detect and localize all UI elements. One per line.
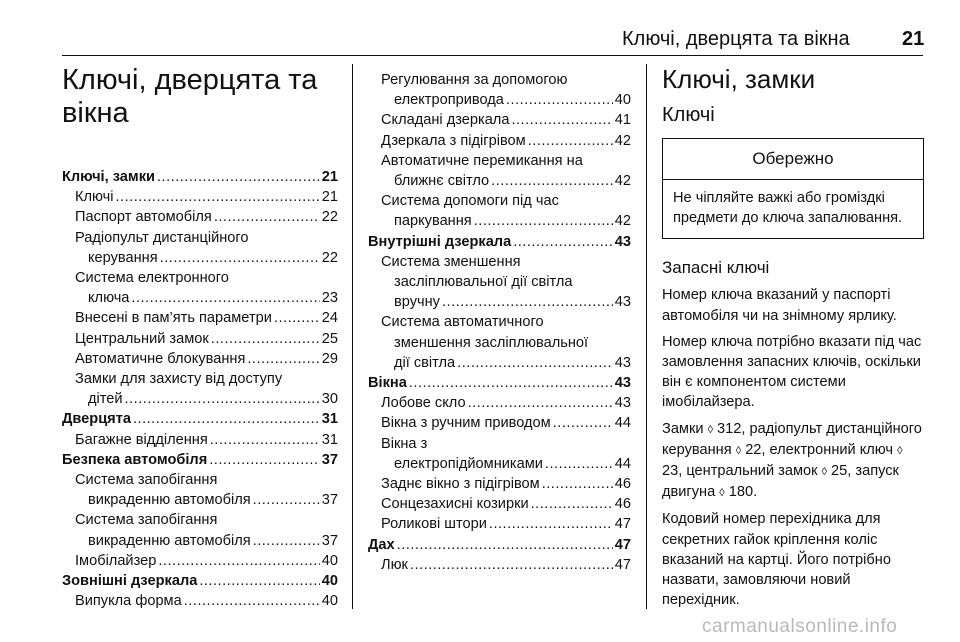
toc-entry-label: електропривода bbox=[394, 92, 504, 109]
paragraph-key-number: Номер ключа вказаний у паспорті автомобіля чи на знімному ярлику. bbox=[662, 287, 897, 324]
toc-column-1 bbox=[62, 64, 338, 611]
toc-entry-label: Внесені в пам’ять параметри bbox=[75, 310, 272, 327]
toc-entry[interactable] bbox=[368, 211, 631, 231]
toc-entry bbox=[368, 70, 631, 90]
toc-dot-leader bbox=[157, 167, 320, 187]
page-number: 21 bbox=[902, 28, 925, 50]
toc-page-number: 40 bbox=[614, 92, 631, 109]
toc-entry bbox=[368, 333, 631, 353]
toc-entry-label: Автоматичне блокування bbox=[75, 350, 246, 367]
toc-page-number: 43 bbox=[614, 233, 631, 250]
toc-entry[interactable] bbox=[62, 248, 338, 268]
toc-page-number: 47 bbox=[614, 556, 631, 573]
toc-entry bbox=[368, 434, 631, 454]
chapter-title bbox=[62, 64, 338, 130]
page-header-title: Ключі, дверцята та вікна bbox=[622, 28, 850, 50]
toc-dot-leader bbox=[210, 430, 320, 450]
toc-entry-label: Ключі, замки bbox=[62, 169, 155, 185]
toc-entry-label: Імобілайзер bbox=[75, 552, 157, 569]
toc-entry-label: Дах bbox=[368, 536, 395, 553]
toc-entry-label: паркування bbox=[394, 213, 472, 230]
toc-page-number: 23 bbox=[321, 290, 338, 307]
section-heading: Ключі, замки bbox=[662, 64, 816, 94]
toc-dot-leader bbox=[409, 373, 613, 393]
toc-entry[interactable] bbox=[368, 90, 631, 110]
toc-page-number: 40 bbox=[321, 593, 338, 610]
arrow-ref-icon[interactable]: ◊ bbox=[897, 444, 903, 457]
toc-dot-leader bbox=[511, 110, 612, 130]
toc-entry-label: Центральний замок bbox=[75, 330, 209, 347]
toc-entry-label: Безпека автомобіля bbox=[62, 451, 208, 468]
toc-dot-leader bbox=[125, 389, 320, 409]
toc-column-2 bbox=[368, 64, 631, 575]
toc-entry[interactable] bbox=[368, 454, 631, 474]
column-divider-2 bbox=[646, 64, 647, 609]
toc-entry-label: Система запобігання bbox=[75, 472, 218, 489]
toc-entry[interactable] bbox=[368, 393, 631, 413]
toc-page-number: 43 bbox=[614, 354, 631, 371]
toc-page-number: 37 bbox=[321, 492, 338, 509]
toc-entry[interactable] bbox=[368, 494, 631, 514]
toc-entry-label: Автоматичне перемикання на bbox=[381, 152, 583, 169]
toc-entry-label: зменшення засліплювальної bbox=[394, 334, 589, 351]
toc-section-entry[interactable] bbox=[368, 535, 631, 555]
toc-entry-label: дітей bbox=[88, 391, 123, 408]
toc-page-number: 46 bbox=[614, 476, 631, 493]
toc-section-entry[interactable] bbox=[368, 232, 631, 252]
ref-text-b: 312, радіопульт дистанційного керування bbox=[662, 420, 922, 458]
toc-entry[interactable] bbox=[368, 353, 631, 373]
toc-entry-label: Дверцята bbox=[62, 411, 131, 428]
ref-text-f: 180. bbox=[724, 484, 758, 501]
toc-entry-label: Вікна з bbox=[381, 435, 428, 452]
toc-page-number: 25 bbox=[321, 330, 338, 347]
toc-dot-leader bbox=[506, 90, 613, 110]
paragraph-order-keys: Номер ключа потрібно вказати під час замовлення запасних ключів, оскільки він є компонентом системи імобілайзера. bbox=[662, 333, 922, 411]
toc-entry-label: Регулювання за допомогою bbox=[381, 72, 568, 88]
toc-dot-leader bbox=[545, 454, 613, 474]
toc-page-number: 21 bbox=[321, 189, 338, 206]
spare-keys-heading: Запасні ключі bbox=[662, 258, 770, 278]
toc-entry-label: Вікна з ручним приводом bbox=[381, 415, 551, 432]
toc-entry-label: Вікна bbox=[368, 375, 407, 392]
toc-entry-label: Радіопульт дистанційного bbox=[75, 229, 249, 246]
toc-entry[interactable] bbox=[62, 308, 338, 328]
toc-entry[interactable] bbox=[62, 591, 338, 611]
toc-entry-label: Лобове скло bbox=[381, 395, 466, 412]
toc-entry-label: Заднє вікно з підігрівом bbox=[381, 476, 540, 493]
toc-entry[interactable] bbox=[368, 413, 631, 433]
toc-entry bbox=[62, 268, 338, 288]
toc-entry[interactable] bbox=[62, 207, 338, 227]
toc-section-entry[interactable] bbox=[62, 450, 338, 470]
toc-entry bbox=[368, 252, 631, 272]
toc-page-number: 40 bbox=[321, 573, 338, 590]
toc-entry-label: викраденню автомобіля bbox=[88, 492, 251, 509]
toc-dot-leader bbox=[184, 591, 320, 611]
toc-entry bbox=[368, 191, 631, 211]
toc-dot-leader bbox=[491, 171, 613, 191]
toc-entry-label: засліплювальної дії світла bbox=[394, 274, 573, 291]
toc-entry-label: Система зменшення bbox=[381, 253, 521, 270]
toc-entry-label: ключа bbox=[88, 290, 130, 307]
arrow-ref-icon[interactable]: ◊ bbox=[735, 444, 742, 457]
toc-dot-leader bbox=[528, 131, 613, 151]
toc-dot-leader bbox=[531, 494, 613, 514]
toc-entry[interactable] bbox=[62, 430, 338, 450]
toc-section-entry[interactable] bbox=[62, 571, 338, 591]
toc-entry-label: керування bbox=[88, 249, 158, 266]
toc-entry-label: Паспорт автомобіля bbox=[75, 209, 212, 226]
arrow-ref-icon[interactable]: ◊ bbox=[719, 487, 725, 500]
toc-dot-leader bbox=[160, 248, 320, 268]
toc-page-number: 47 bbox=[614, 516, 631, 533]
toc-page-number: 24 bbox=[321, 310, 338, 327]
toc-entry bbox=[368, 151, 631, 171]
toc-dot-leader bbox=[199, 571, 319, 591]
header-rule bbox=[62, 55, 923, 56]
toc-section-entry[interactable] bbox=[368, 373, 631, 393]
toc-entry bbox=[368, 312, 631, 332]
toc-entry[interactable] bbox=[368, 555, 631, 575]
toc-entry[interactable] bbox=[62, 551, 338, 571]
toc-entry-label: викраденню автомобіля bbox=[88, 532, 251, 549]
ref-text-e: 25, запуск двигуна bbox=[662, 463, 899, 501]
caution-box bbox=[662, 138, 924, 239]
toc-entry[interactable] bbox=[368, 292, 631, 312]
caution-title: Обережно bbox=[663, 139, 923, 180]
toc-page-number: 30 bbox=[321, 391, 338, 408]
toc-dot-leader bbox=[489, 514, 613, 534]
toc-dot-leader bbox=[116, 187, 320, 207]
toc-dot-leader bbox=[542, 474, 613, 494]
toc-entry[interactable] bbox=[368, 171, 631, 191]
toc-page-number: 42 bbox=[614, 132, 631, 149]
arrow-ref-icon[interactable]: ◊ bbox=[821, 466, 827, 479]
toc-section-entry[interactable] bbox=[62, 409, 338, 429]
toc-page-number: 43 bbox=[614, 395, 631, 412]
toc-dot-leader bbox=[442, 292, 613, 312]
column-divider-1 bbox=[352, 64, 353, 609]
toc-dot-leader bbox=[209, 450, 320, 470]
toc-entry[interactable] bbox=[62, 389, 338, 409]
arrow-ref-icon[interactable]: ◊ bbox=[707, 423, 713, 436]
toc-page-number: 43 bbox=[614, 375, 631, 392]
toc-entry-label: Багажне відділення bbox=[75, 431, 208, 448]
toc-entry bbox=[62, 369, 338, 389]
toc-dot-leader bbox=[397, 535, 613, 555]
toc-entry-label: Зовнішні дзеркала bbox=[62, 573, 198, 590]
toc-page-number: 41 bbox=[614, 112, 631, 129]
toc-page-number: 29 bbox=[321, 350, 338, 367]
toc-entry-label: Люк bbox=[381, 556, 408, 573]
toc-dot-leader bbox=[410, 555, 613, 575]
chapter-title-line2: вікна bbox=[62, 97, 129, 129]
toc-dot-leader bbox=[553, 413, 613, 433]
toc-page-number: 37 bbox=[321, 532, 338, 549]
toc-dot-leader bbox=[133, 409, 320, 429]
ref-text-d: 23, центральний замок bbox=[662, 463, 822, 480]
toc-dot-leader bbox=[474, 211, 613, 231]
toc-page-number: 22 bbox=[321, 209, 338, 226]
paragraph-references bbox=[662, 419, 924, 504]
toc-page-number: 42 bbox=[614, 173, 631, 190]
toc-list-1 bbox=[62, 167, 338, 611]
toc-list-2 bbox=[368, 70, 631, 575]
toc-page-number: 44 bbox=[614, 415, 631, 432]
toc-entry[interactable] bbox=[62, 490, 338, 510]
toc-page-number: 47 bbox=[614, 536, 631, 553]
toc-page-number: 31 bbox=[321, 431, 338, 448]
toc-entry-label: Ключі bbox=[75, 189, 114, 206]
toc-entry-label: електропідйомниками bbox=[394, 455, 543, 472]
toc-entry-label: Система запобігання bbox=[75, 512, 218, 529]
toc-entry[interactable] bbox=[368, 514, 631, 534]
toc-dot-leader bbox=[457, 353, 613, 373]
toc-entry bbox=[62, 228, 338, 248]
toc-page-number: 44 bbox=[614, 455, 631, 472]
toc-page-number: 31 bbox=[321, 411, 338, 428]
content-column-3 bbox=[662, 64, 924, 616]
toc-page-number: 37 bbox=[321, 451, 338, 468]
toc-dot-leader bbox=[274, 308, 320, 328]
toc-section-entry[interactable] bbox=[62, 167, 338, 187]
subsection-heading: Ключі bbox=[662, 104, 715, 126]
toc-entry[interactable] bbox=[368, 110, 631, 130]
ref-text-c: 22, електронний ключ bbox=[741, 441, 898, 458]
toc-entry-label: Система автоматичного bbox=[381, 314, 544, 331]
toc-entry-label: Роликові штори bbox=[381, 516, 487, 533]
watermark: carmanualsonline.info bbox=[702, 616, 898, 637]
toc-entry bbox=[62, 510, 338, 530]
toc-entry-label: Випукла форма bbox=[75, 593, 182, 610]
toc-entry-label: ближнє світло bbox=[394, 173, 490, 190]
toc-entry-label: Внутрішні дзеркала bbox=[368, 233, 512, 250]
toc-page-number: 40 bbox=[321, 552, 338, 569]
toc-entry[interactable] bbox=[368, 131, 631, 151]
toc-entry bbox=[368, 272, 631, 292]
toc-entry-label: Сонцезахисні козирки bbox=[381, 496, 529, 513]
toc-entry bbox=[62, 470, 338, 490]
paragraph-adapter: Кодовий номер перехідника для секретних гайок кріплення коліс вказаний на картці. Його потрібно назвати, замовляючи новий перехідник. bbox=[662, 511, 891, 609]
toc-page-number: 46 bbox=[614, 496, 631, 513]
toc-entry[interactable] bbox=[62, 288, 338, 308]
toc-page-number: 21 bbox=[321, 169, 338, 185]
toc-entry[interactable] bbox=[62, 349, 338, 369]
toc-dot-leader bbox=[468, 393, 613, 413]
toc-dot-leader bbox=[513, 232, 613, 252]
toc-entry-label: Замки для захисту від доступу bbox=[75, 371, 283, 388]
toc-dot-leader bbox=[211, 329, 320, 349]
toc-entry-label: вручну bbox=[394, 294, 440, 311]
caution-text: Не чіпляйте важкі або громіздкі предмети до ключа запалювання. bbox=[673, 190, 903, 227]
toc-dot-leader bbox=[131, 288, 319, 308]
toc-dot-leader bbox=[158, 551, 319, 571]
toc-entry[interactable] bbox=[62, 329, 338, 349]
toc-entry[interactable] bbox=[62, 531, 338, 551]
toc-page-number: 43 bbox=[614, 294, 631, 311]
toc-page-number: 42 bbox=[614, 213, 631, 230]
toc-dot-leader bbox=[214, 207, 320, 227]
chapter-title-line1: Ключі, дверцята та bbox=[62, 64, 318, 96]
toc-entry[interactable] bbox=[62, 187, 338, 207]
toc-entry-label: Система допомоги під час bbox=[381, 193, 559, 210]
toc-entry-label: Дзеркала з підігрівом bbox=[381, 132, 526, 149]
toc-entry-label: Складані дзеркала bbox=[381, 112, 510, 129]
toc-dot-leader bbox=[253, 490, 320, 510]
ref-text-a: Замки bbox=[662, 420, 708, 437]
toc-page-number: 22 bbox=[321, 249, 338, 266]
toc-entry-label: Система електронного bbox=[75, 270, 229, 287]
toc-entry[interactable] bbox=[368, 474, 631, 494]
toc-dot-leader bbox=[247, 349, 319, 369]
toc-dot-leader bbox=[253, 531, 320, 551]
toc-entry-label: дії світла bbox=[394, 354, 456, 371]
